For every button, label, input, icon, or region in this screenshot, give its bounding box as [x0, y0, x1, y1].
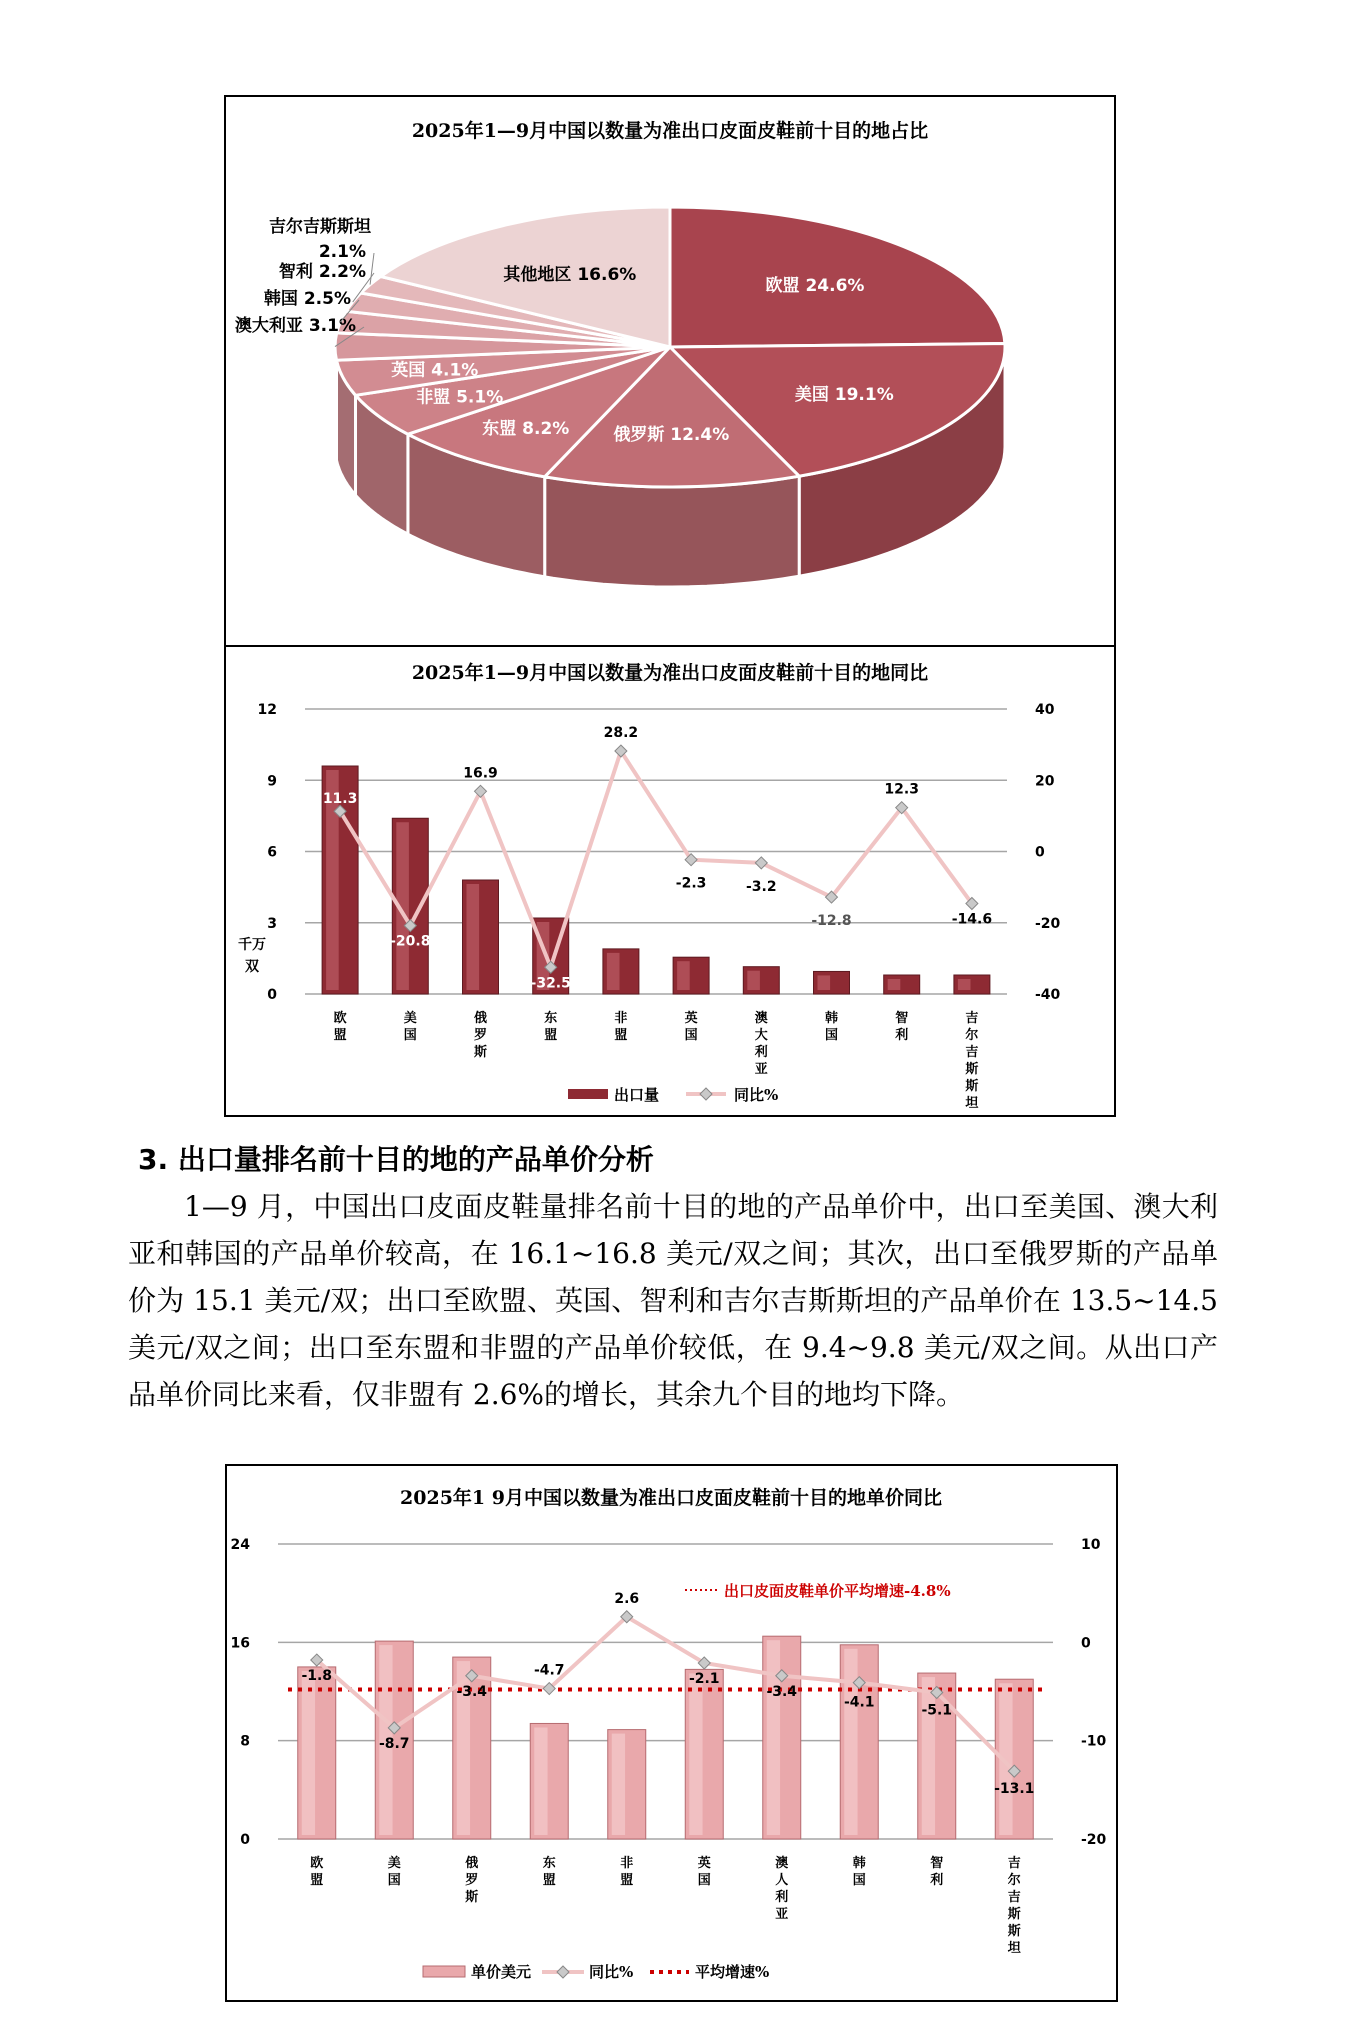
yoy-data-label-澳大利亚: -3.2 — [745, 878, 777, 895]
yoy-data-label-韩国: -4.1 — [843, 1694, 875, 1711]
yoy-data-label-非盟: 28.2 — [603, 725, 639, 742]
analysis-paragraph — [128, 1183, 1218, 1418]
x-tick-label: 澳人利亚 — [775, 1856, 789, 1922]
y-tick-label: 8 — [240, 1733, 250, 1750]
x-tick-label: 非盟 — [620, 1856, 634, 1888]
bar-highlight — [302, 1671, 315, 1835]
x-tick-label: 吉尔吉斯斯坦 — [965, 1011, 979, 1111]
volume-chart — [226, 647, 1114, 1115]
bar-highlight — [922, 1677, 935, 1835]
legend-swatch-price — [423, 1966, 465, 1977]
yoy-data-label-俄罗斯: 16.9 — [463, 765, 498, 782]
y2-tick-label: 10 — [1081, 1537, 1101, 1553]
x-tick-label: 英国 — [697, 1856, 711, 1888]
yoy-data-label-韩国: -12.8 — [811, 913, 852, 930]
bar-highlight — [888, 979, 901, 990]
pie-side-俄罗斯 — [545, 476, 800, 587]
y2-tick-label: -40 — [1035, 987, 1061, 1003]
x-tick-label: 东盟 — [544, 1011, 558, 1043]
x-tick-label: 非盟 — [614, 1011, 628, 1043]
x-tick-label: 韩国 — [852, 1856, 866, 1888]
bar-highlight — [612, 1734, 625, 1835]
y-tick-label: 6 — [267, 844, 277, 861]
yoy-data-label-吉尔吉斯斯坦: -13.1 — [994, 1781, 1035, 1798]
pie-chart — [226, 97, 1114, 645]
x-tick-label: 欧盟 — [333, 1011, 347, 1043]
bar-highlight — [467, 884, 480, 990]
price-chart — [227, 1466, 1116, 2000]
y-axis-label-1: 千万 — [238, 937, 266, 953]
y2-tick-label: 40 — [1035, 702, 1055, 718]
pie-chart-title: 2025年1—9月中国以数量为准出口皮面皮鞋前十目的地占比 — [411, 120, 929, 142]
pie-label-欧盟: 欧盟 24.6% — [765, 275, 865, 296]
yoy-data-label-欧盟: -1.8 — [301, 1668, 333, 1685]
y-tick-label: 16 — [230, 1635, 250, 1652]
volume-chart-panel — [224, 645, 1116, 1117]
legend-swatch-volume — [568, 1089, 608, 1099]
pie-label-非盟: 非盟 5.1% — [416, 387, 504, 408]
x-tick-label: 吉尔吉斯斯坦 — [1007, 1856, 1021, 1956]
pie-label-美国: 美国 19.1% — [794, 385, 894, 406]
yoy-data-label-智利: -5.1 — [921, 1702, 953, 1719]
legend-label-volume: 出口量 — [614, 1086, 660, 1104]
legend-marker-yoy — [557, 1966, 569, 1978]
y-tick-label: 12 — [257, 702, 277, 718]
bar-highlight — [958, 979, 971, 990]
x-tick-label: 英国 — [684, 1011, 698, 1043]
y-tick-label: 0 — [240, 1832, 250, 1848]
x-tick-label: 智利 — [930, 1856, 944, 1888]
yoy-data-label-非盟: 2.6 — [614, 1590, 640, 1607]
legend-label-yoy: 同比% — [589, 1963, 634, 1981]
pie-label-英国: 英国 4.1% — [391, 360, 479, 381]
yoy-data-label-欧盟: 11.3 — [322, 791, 358, 808]
yoy-data-label-英国: -2.1 — [688, 1670, 720, 1687]
y2-tick-label: -20 — [1081, 1832, 1107, 1848]
pie-label-俄罗斯: 俄罗斯 12.4% — [613, 424, 730, 445]
x-tick-label: 俄罗斯 — [465, 1856, 479, 1905]
y2-tick-label: -20 — [1035, 915, 1061, 932]
x-tick-label: 澳大利亚 — [754, 1011, 768, 1077]
yoy-data-label-澳人利亚: -3.4 — [766, 1683, 798, 1700]
y-tick-label: 0 — [267, 987, 277, 1003]
x-tick-label: 东盟 — [542, 1856, 556, 1888]
yoy-line — [317, 1617, 1015, 1771]
price-chart-panel — [225, 1464, 1118, 2002]
pie-label-吉尔吉斯斯坦: 2.1% — [318, 242, 366, 262]
x-tick-label: 智利 — [895, 1011, 909, 1043]
x-tick-label: 美国 — [403, 1011, 417, 1043]
yoy-data-label-东盟: -32.5 — [530, 975, 571, 992]
legend-label-price: 单价美元 — [471, 1963, 532, 1981]
yoy-data-label-智利: 12.3 — [884, 781, 919, 798]
legend-marker-yoy — [700, 1088, 712, 1100]
yoy-data-label-英国: -2.3 — [675, 875, 707, 892]
yoy-data-label-美国: -20.8 — [390, 933, 431, 950]
x-tick-label: 美国 — [387, 1856, 401, 1888]
x-tick-label: 俄罗斯 — [473, 1011, 488, 1060]
y-tick-label: 9 — [267, 773, 277, 790]
pie-label-澳大利亚: 澳大利亚 3.1% — [234, 316, 356, 336]
section-heading: 3. 出口量排名前十目的地的产品单价分析 — [138, 1143, 654, 1176]
bar-highlight — [844, 1649, 857, 1835]
average-annotation: 出口皮面皮鞋单价平均增速-4.8% — [724, 1582, 951, 1600]
bar-highlight — [677, 961, 690, 990]
bar-highlight — [534, 1727, 547, 1835]
pie-name-吉尔吉斯斯坦: 吉尔吉斯斯坦 — [269, 217, 371, 237]
y-axis-label-2: 双 — [245, 959, 259, 975]
bar-highlight — [767, 1640, 780, 1835]
yoy-data-label-东盟: -4.7 — [533, 1662, 565, 1679]
x-tick-label: 欧盟 — [310, 1856, 324, 1888]
y2-tick-label: 0 — [1035, 844, 1045, 861]
legend-label-yoy: 同比% — [734, 1086, 779, 1104]
pie-label-东盟: 东盟 8.2% — [482, 418, 570, 439]
price-chart-title: 2025年1 9月中国以数量为准出口皮面皮鞋前十目的地单价同比 — [400, 1487, 942, 1509]
y2-tick-label: 20 — [1035, 773, 1055, 790]
paragraph-text: 1—9 月，中国出口皮面皮鞋量排名前十目的地的产品单价中，出口至美国、澳大利亚和韩国的产品单价较高，在 16.1~16.8 美元/双之间；其次，出口至俄罗斯的产品单价为 15.1 美元/双；出口至欧盟、英国、智利和吉尔吉斯斯坦的产品单价在 13.5~14.5 美元/双之间；出口至东盟和非盟的产品单价较低，在 9.4~9.8 美元/双之间。从出口产品单价同比来看，仅非盟有 2.6%的增长，其余九个目的地均下降。 — [128, 1190, 1218, 1411]
y-tick-label: 24 — [230, 1537, 250, 1553]
bar-highlight — [689, 1673, 702, 1835]
y2-tick-label: -10 — [1081, 1733, 1107, 1750]
pie-chart-panel — [224, 95, 1116, 647]
pie-label-其他地区: 其他地区 16.6% — [503, 265, 637, 286]
pie-label-智利: 智利 2.2% — [278, 262, 366, 282]
bar-highlight — [747, 971, 760, 990]
bar-highlight — [818, 975, 831, 990]
yoy-line — [340, 751, 972, 967]
y-tick-label: 3 — [267, 915, 277, 932]
bar-highlight — [607, 953, 620, 990]
pie-label-韩国: 韩国 2.5% — [263, 289, 351, 309]
y2-tick-label: 0 — [1081, 1635, 1091, 1652]
yoy-data-label-美国: -8.7 — [378, 1735, 410, 1752]
yoy-data-label-吉尔吉斯斯坦: -14.6 — [951, 911, 993, 928]
yoy-data-label-俄罗斯: -3.4 — [456, 1683, 488, 1700]
x-tick-label: 韩国 — [824, 1011, 839, 1043]
pie-leader-吉尔吉斯斯坦 — [370, 253, 374, 285]
legend-label-average: 平均增速% — [695, 1963, 770, 1981]
volume-chart-title: 2025年1—9月中国以数量为准出口皮面皮鞋前十目的地同比 — [411, 662, 929, 684]
